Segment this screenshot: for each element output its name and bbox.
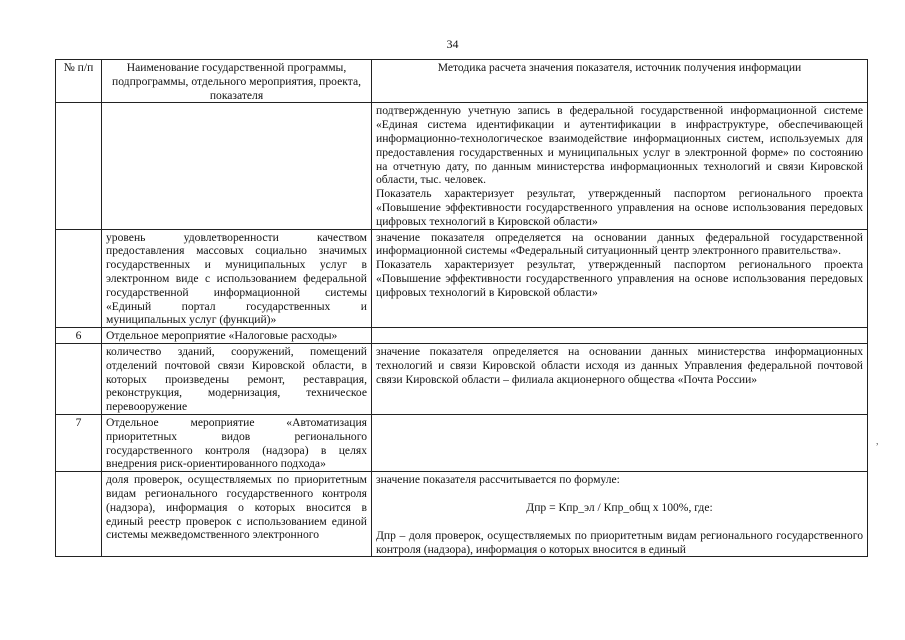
table-row — [56, 472, 868, 557]
row-name — [102, 103, 372, 229]
row-num — [56, 103, 102, 229]
indicators-table — [55, 59, 868, 557]
row-name: доля проверок, осуществляемых по приоритетным видам регионального государственного контроля (надзора), информация о которых вносится в единый реестр проверок с использованием единой системы межведомственного электронного — [102, 472, 372, 557]
row-num: 6 — [56, 328, 102, 344]
row-num — [56, 229, 102, 328]
header-method: Методика расчета значения показателя, источник получения информации — [372, 60, 868, 103]
method-intro: значение показателя рассчитывается по формуле: — [376, 473, 620, 487]
method-paragraph: Дпр – доля проверок, осуществляемых по приоритетным видам регионального государственного контроля (надзора), информация о которых вносится в единый — [376, 528, 863, 556]
table-row — [56, 229, 868, 328]
row-method — [372, 472, 868, 557]
table-row — [56, 343, 868, 414]
method-paragraph: значение показателя определяется на основании данных федеральной государственной информационной системы «Федеральный ситуационный центр электронного правительства». — [376, 230, 863, 258]
formula: Дпр = Кпр_эл / Кпр_общ х 100%, где: — [526, 500, 713, 514]
row-method — [372, 343, 868, 414]
row-name: уровень удовлетворенности качеством предоставления массовых социально значимых государственных и муниципальных услуг в электронном виде с использованием федеральной государственной информационной системы «Единый портал государственных и муниципальных услуг (функций)» — [102, 229, 372, 328]
table-row — [56, 328, 868, 344]
header-num: № п/п — [56, 60, 102, 103]
row-name: Отдельное мероприятие «Налоговые расходы» — [102, 328, 372, 344]
row-method — [372, 328, 868, 344]
page-number: 34 — [446, 37, 459, 51]
method-paragraph: значение показателя определяется на основании данных министерства информационных технологий и связи Кировской области исходя из данных Управления федеральной почтовой связи Кировской области – филиала акционерного общества «Почта России» — [376, 344, 863, 386]
table-row — [56, 414, 868, 471]
row-method — [372, 414, 868, 471]
table-header-row — [56, 60, 868, 103]
row-num — [56, 472, 102, 557]
method-paragraph: подтвержденную учетную запись в федеральной государственной информационной системе «Единая система идентификации и аутентификации в инфраструктуре, обеспечивающей информационно-технологическое взаимодействие информационных систем, используемых для предоставления государственных и муниципальных услуг в электронной форме» по состоянию на отчетную дату, по данным министерства информационных технологий и связи Кировской области, тыс. человек. — [376, 104, 863, 187]
table-row — [56, 103, 868, 229]
row-name: количество зданий, сооружений, помещений отделений почтовой связи Кировской области, в которых произведены ремонт, реставрация, реконструкция, модернизация, техническое перевооружение — [102, 343, 372, 414]
method-paragraph: Показатель характеризует результат, утвержденный паспортом регионального проекта «Повышение эффективности государственного управления на основе использования передовых цифровых технологий в Кировской области» — [376, 187, 863, 228]
row-num — [56, 343, 102, 414]
header-name: Наименование государственной программы, подпрограммы, отдельного мероприятия, проекта, показателя — [102, 60, 372, 103]
row-method — [372, 103, 868, 229]
row-name: Отдельное мероприятие «Автоматизация приоритетных видов регионального государственного контроля (надзора) в целях внедрения риск-ориентированного подхода» — [102, 414, 372, 471]
method-paragraph: Показатель характеризует результат, утвержденный паспортом регионального проекта «Повышение эффективности государственного управления на основе использования передовых цифровых технологий в Кировской области» — [376, 258, 863, 299]
scan-mark: , — [876, 436, 879, 447]
row-method — [372, 229, 868, 328]
row-num: 7 — [56, 414, 102, 471]
